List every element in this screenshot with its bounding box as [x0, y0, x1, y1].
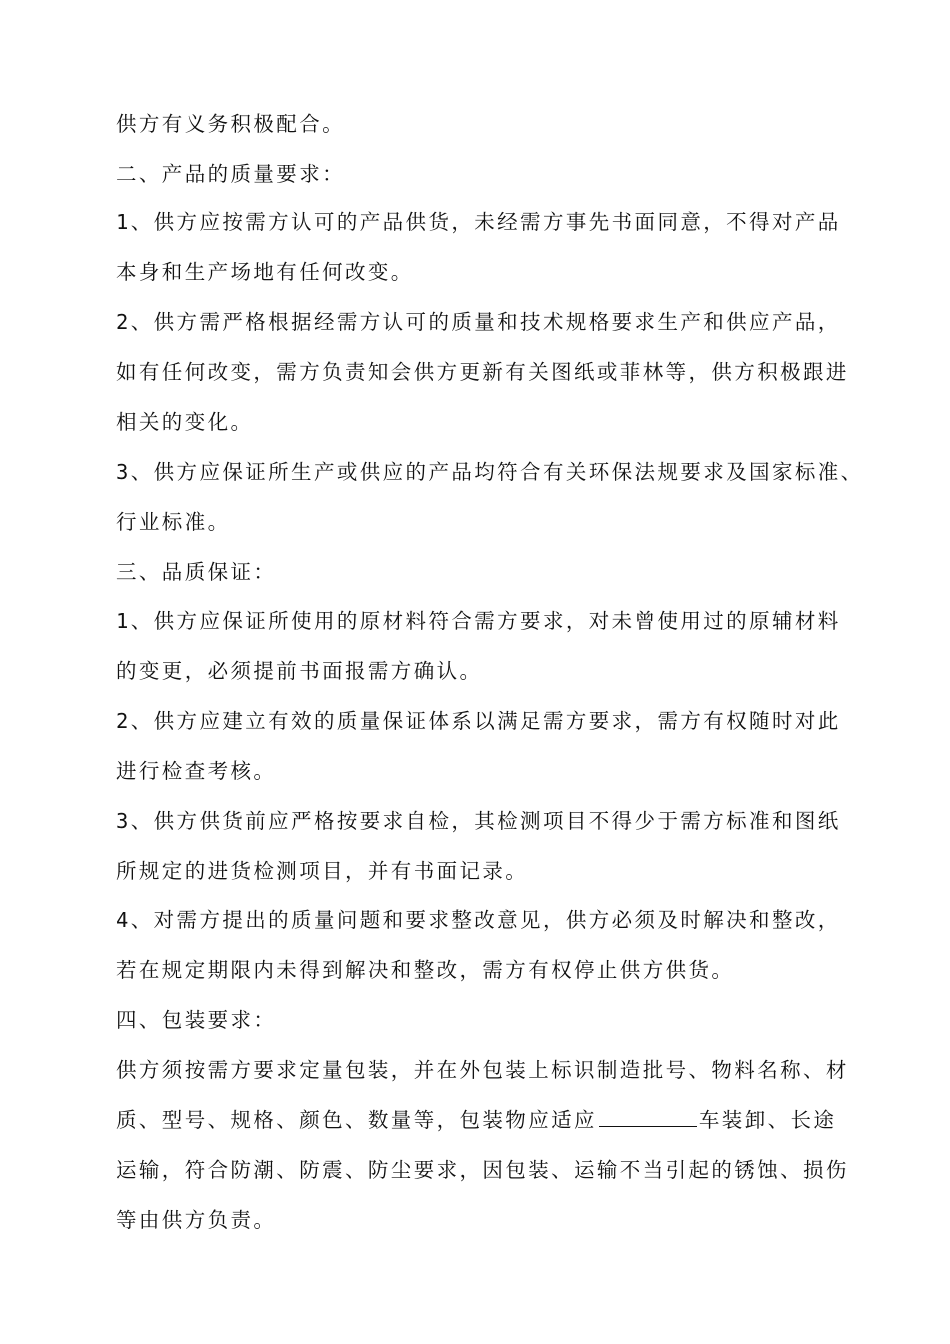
- text-line: 的变更，必须提前书面报需方确认。: [116, 659, 483, 683]
- text-line: 1、供方应按需方认可的产品供货，未经需方事先书面同意，不得对产品: [116, 210, 841, 234]
- text-line: 3、供方供货前应严格按要求自检，其检测项目不得少于需方标准和图纸: [116, 809, 841, 833]
- section-heading-assurance: 三、品质保证：: [116, 560, 277, 584]
- text-line: 4、对需方提出的质量问题和要求整改意见，供方必须及时解决和整改，: [116, 908, 841, 932]
- text-line: 2、供方需严格根据经需方认可的质量和技术规格要求生产和供应产品，: [116, 310, 841, 334]
- text-line: 若在规定期限内未得到解决和整改，需方有权停止供方供货。: [116, 958, 735, 982]
- section-heading-quality: 二、产品的质量要求：: [116, 162, 345, 186]
- text-line: 等由供方负责。: [116, 1208, 277, 1232]
- fill-in-blank: [599, 1108, 697, 1127]
- text-line-with-blank: [116, 1106, 836, 1134]
- text-line: 供方有义务积极配合。: [116, 112, 345, 136]
- section-heading-packaging: 四、包装要求：: [116, 1008, 277, 1032]
- text-line: 相关的变化。: [116, 410, 254, 434]
- text-line: 供方须按需方要求定量包装，并在外包装上标识制造批号、物料名称、材: [116, 1058, 849, 1082]
- text-line: 所规定的进货检测项目，并有书面记录。: [116, 859, 529, 883]
- text-line: 本身和生产场地有任何改变。: [116, 260, 414, 284]
- text-line: 行业标准。: [116, 510, 231, 534]
- text-line: 进行检查考核。: [116, 759, 277, 783]
- text-line: 1、供方应保证所使用的原材料符合需方要求，对未曾使用过的原辅材料: [116, 609, 841, 633]
- text-segment: 质、型号、规格、颜色、数量等，包装物应适应: [116, 1108, 597, 1132]
- text-line: 3、供方应保证所生产或供应的产品均符合有关环保法规要求及国家标准、: [116, 460, 864, 484]
- text-line: 运输，符合防潮、防震、防尘要求，因包装、运输不当引起的锈蚀、损伤: [116, 1158, 849, 1182]
- text-segment: 车装卸、长途: [698, 1108, 837, 1132]
- text-line: 如有任何改变，需方负责知会供方更新有关图纸或菲林等，供方积极跟进: [116, 360, 849, 384]
- text-line: 2、供方应建立有效的质量保证体系以满足需方要求，需方有权随时对此: [116, 709, 841, 733]
